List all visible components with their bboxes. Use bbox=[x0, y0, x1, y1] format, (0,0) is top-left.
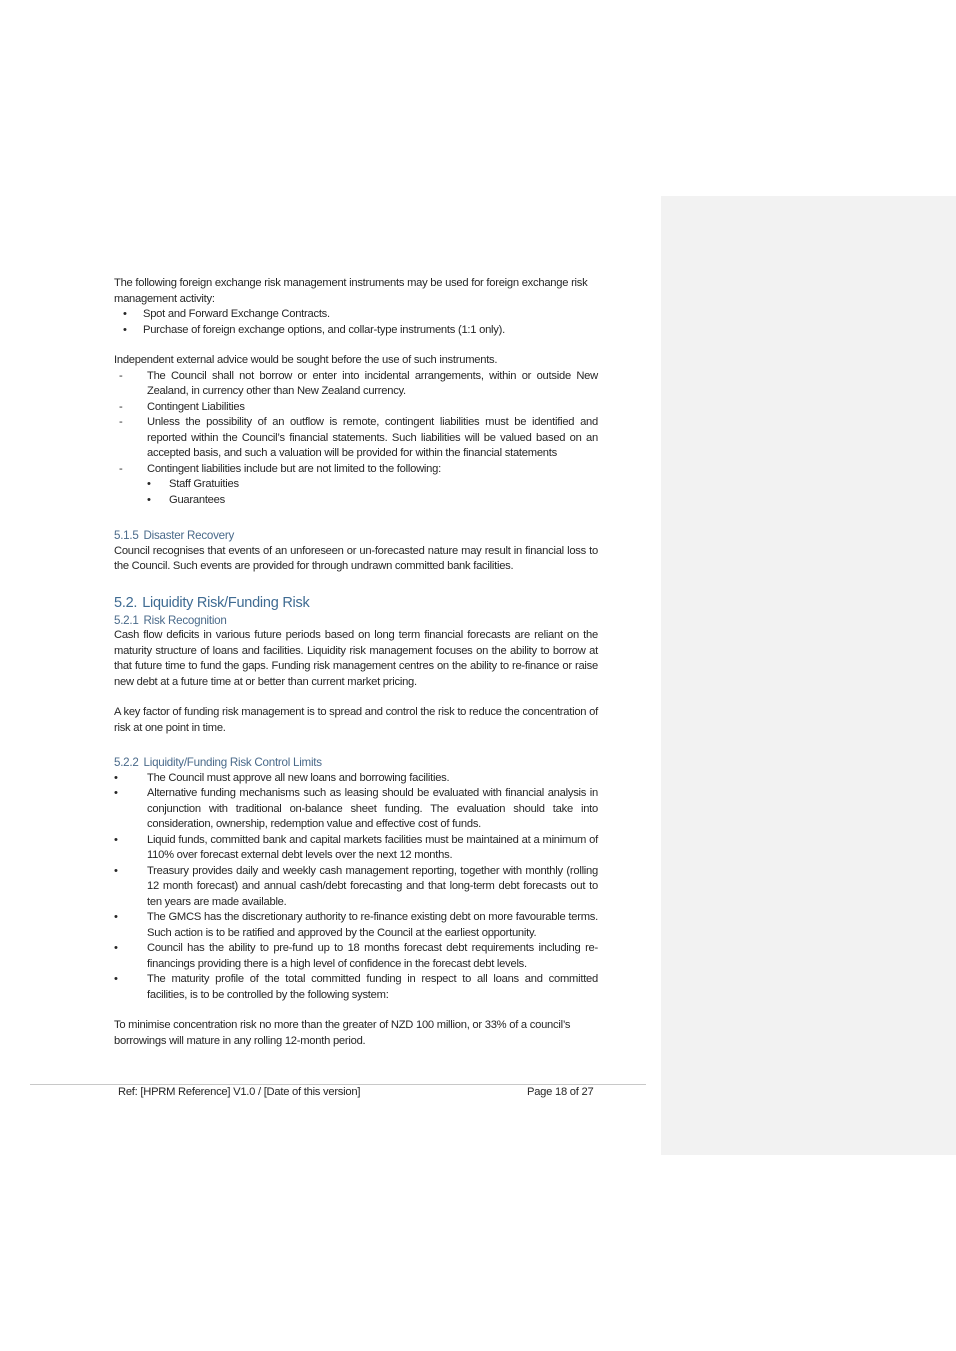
dash-mark: - bbox=[119, 462, 123, 475]
list-item: • Spot and Forward Exchange Contracts. bbox=[114, 307, 598, 323]
list-item: • Council has the ability to pre-fund up to 18 months forecast debt requirements including re-financings providing there is a high level of confidence in the forecast debt levels. bbox=[114, 942, 598, 970]
list-item: • The GMCS has the discretionary authority to re-finance existing debt on more favourable terms. Such action is to be ratified and approved by the Council at the earliest opportunity. bbox=[114, 911, 598, 939]
concentration-risk-paragraph: To minimise concentration risk no more than the greater of NZD 100 million, or 33% of a council’s borrowings will mature in any rolling 12-month period. bbox=[114, 1019, 571, 1047]
list-item: • Treasury provides daily and weekly cash management reporting, together with monthly (rolling 12 month forecast) and annual cash/debt forecasting and that long-term debt forecasts out to ten years are made available. bbox=[114, 864, 598, 908]
list-item: • The maturity profile of the total committed funding in respect to all loans and committed facilities, is to be controlled by the following system: bbox=[114, 973, 598, 1001]
control-limits-list bbox=[114, 771, 598, 1004]
page-number: Page 18 of 27 bbox=[527, 1086, 594, 1098]
comment-margin-pane bbox=[661, 196, 956, 1155]
bullet-mark: • bbox=[123, 308, 127, 320]
list-item: - Unless the possibility of an outflow is remote, contingent liabilities must be identified and reported within the Council’s financial statements. Such liabilities will be valued based on an accepted basis, and such a valuation will be provided for within the financial statements bbox=[119, 416, 598, 459]
advice-paragraph: Independent external advice would be sought before the use of such instruments. bbox=[114, 354, 498, 366]
dash-mark: - bbox=[119, 416, 123, 428]
risk-recognition-paragraph-1: Cash flow deficits in various future periods based on long term financial forecasts are reliant on the maturity structure of loans and facilities. Liquidity risk management focuses on the ability to borrow at that future time to fund the gaps. Funding risk management centres on the ability to re-finance or raise new debt at a future time at or better than current market pricing. bbox=[114, 629, 598, 688]
dash-mark: - bbox=[119, 369, 123, 382]
bullet-mark: • bbox=[123, 323, 127, 336]
heading-5-2-1: 5.2.1 Risk Recognition bbox=[114, 613, 227, 627]
page-body bbox=[114, 276, 598, 1049]
list-item: • Guarantees bbox=[147, 493, 598, 509]
bullet-mark: • bbox=[114, 864, 118, 877]
bullet-mark: • bbox=[114, 787, 118, 799]
list-item: • Purchase of foreign exchange options, and collar-type instruments (1:1 only). bbox=[114, 323, 598, 339]
disaster-recovery-paragraph: Council recognises that events of an unforeseen or un-forecasted nature may result in financial loss to the Council. Such events are provided for through undrawn committed bank facilities. bbox=[114, 544, 598, 572]
list-item: - Contingent liabilities include but are not limited to the following: • Staff Gratuities • Guarantees bbox=[114, 462, 598, 509]
heading-5-2: 5.2. Liquidity Risk/Funding Risk bbox=[114, 594, 310, 611]
risk-recognition-paragraph-2: A key factor of funding risk management is to spread and control the risk to reduce the concentration of risk at one point in time. bbox=[114, 706, 598, 734]
instrument-list bbox=[114, 307, 598, 338]
contingent-liabilities-sublist bbox=[147, 477, 598, 508]
list-item: • Liquid funds, committed bank and capital markets facilities must be maintained at a minimum of 110% over forecast external debt levels over the next 12 months. bbox=[114, 833, 598, 861]
list-item: - Contingent Liabilities bbox=[114, 400, 598, 416]
intro-paragraph: The following foreign exchange risk management instruments may be used for foreign exchange risk management activity: bbox=[114, 277, 588, 305]
heading-5-1-5: 5.1.5 Disaster Recovery bbox=[114, 529, 235, 542]
dash-mark: - bbox=[119, 400, 123, 413]
list-item: • The Council must approve all new loans and borrowing facilities. bbox=[114, 771, 598, 787]
list-item: • Alternative funding mechanisms such as leasing should be evaluated with financial analysis in conjunction with traditional on-balance sheet funding. The evaluation should take into consideration, ownership, redemption value and effective cost of funds. bbox=[114, 787, 598, 830]
list-item: - The Council shall not borrow or enter into incidental arrangements, within or outside New Zealand, in currency other than New Zealand currency. bbox=[119, 369, 598, 397]
heading-5-2-2: 5.2.2 Liquidity/Funding Risk Control Limits bbox=[114, 756, 322, 769]
bullet-mark: • bbox=[114, 771, 118, 784]
bullet-mark: • bbox=[114, 942, 118, 954]
bullet-mark: • bbox=[114, 973, 118, 985]
bullet-mark: • bbox=[114, 911, 118, 923]
advice-dash-list bbox=[114, 369, 598, 509]
bullet-mark: • bbox=[114, 833, 118, 846]
list-item: • Staff Gratuities bbox=[147, 477, 598, 493]
footer-reference: Ref: [HPRM Reference] V1.0 / [Date of this version] bbox=[118, 1086, 361, 1098]
bullet-mark: • bbox=[147, 478, 151, 490]
bullet-mark: • bbox=[147, 493, 151, 506]
